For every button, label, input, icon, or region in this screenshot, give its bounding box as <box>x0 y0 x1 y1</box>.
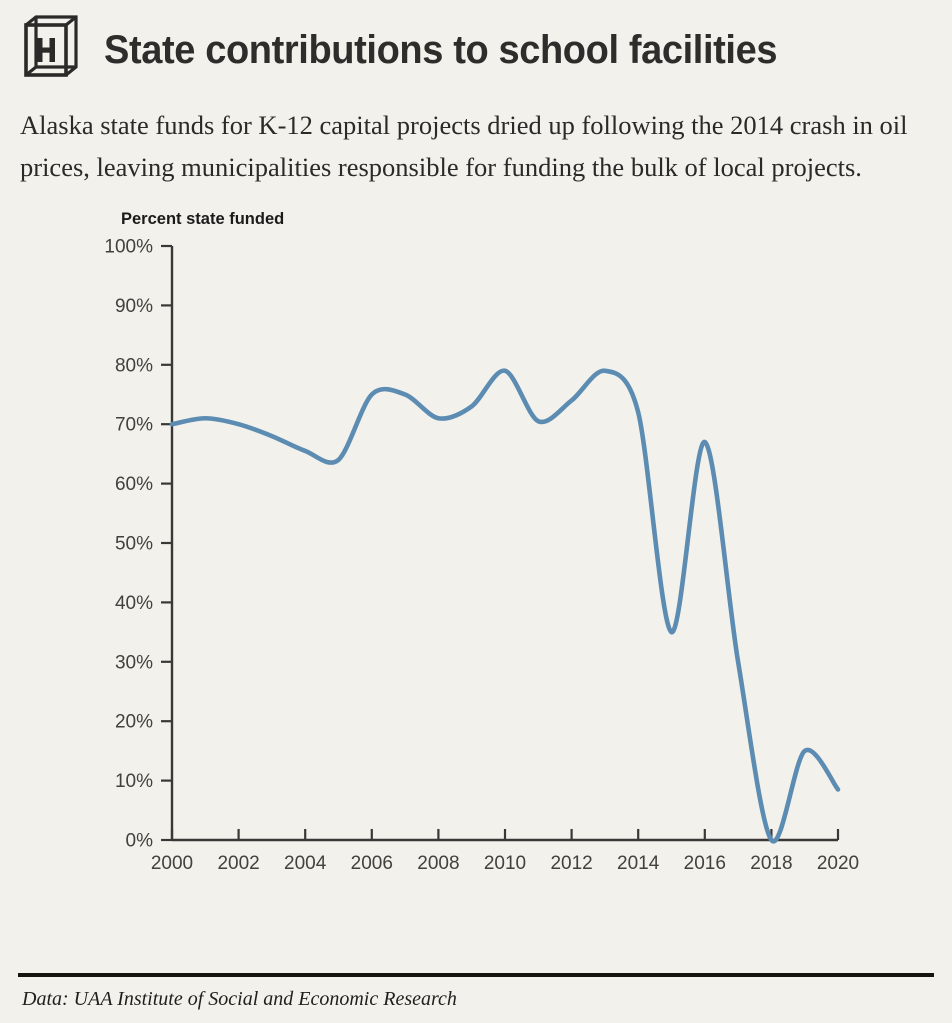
y-tick-label: 70% <box>114 414 153 436</box>
x-tick-label: 2002 <box>217 853 260 874</box>
y-axis-ticks <box>104 237 172 852</box>
page-footer <box>0 973 952 1023</box>
x-tick-label: 2008 <box>417 853 460 874</box>
line-chart <box>0 196 952 886</box>
y-tick-label: 50% <box>114 533 153 555</box>
y-axis-title: Percent state funded <box>121 210 285 228</box>
x-tick-label: 2018 <box>750 853 793 874</box>
chart-container <box>0 196 952 886</box>
y-tick-label: 20% <box>114 711 153 733</box>
series-group <box>172 371 838 842</box>
y-tick-label: 40% <box>114 592 153 614</box>
deck-paragraph: Alaska state funds for K-12 capital projects dried up following the 2014 crash in oil prices, leaving municipalities responsible for funding the bulk of local projects. <box>20 110 908 182</box>
y-tick-label: 60% <box>114 474 153 496</box>
x-axis-ticks <box>151 829 859 874</box>
y-tick-label: 90% <box>114 295 153 317</box>
y-tick-label: 0% <box>125 830 153 852</box>
series-line-0 <box>172 371 838 842</box>
source-note: Data: UAA Institute of Social and Economic Research <box>22 988 457 1010</box>
page-header <box>0 0 952 86</box>
cube-h-logo-icon <box>18 15 82 85</box>
page-title: State contributions to school facilities <box>104 28 778 72</box>
y-tick-label: 100% <box>104 236 153 258</box>
x-tick-label: 2014 <box>617 853 660 874</box>
x-tick-label: 2012 <box>550 853 593 874</box>
x-tick-label: 2006 <box>350 853 393 874</box>
y-tick-label: 80% <box>114 355 153 377</box>
x-tick-label: 2016 <box>683 853 726 874</box>
y-tick-label: 10% <box>114 771 153 793</box>
x-tick-label: 2010 <box>483 853 527 874</box>
x-tick-label: 2020 <box>816 853 860 874</box>
x-tick-label: 2004 <box>284 853 327 874</box>
y-tick-label: 30% <box>114 652 153 674</box>
x-tick-label: 2000 <box>150 853 194 874</box>
